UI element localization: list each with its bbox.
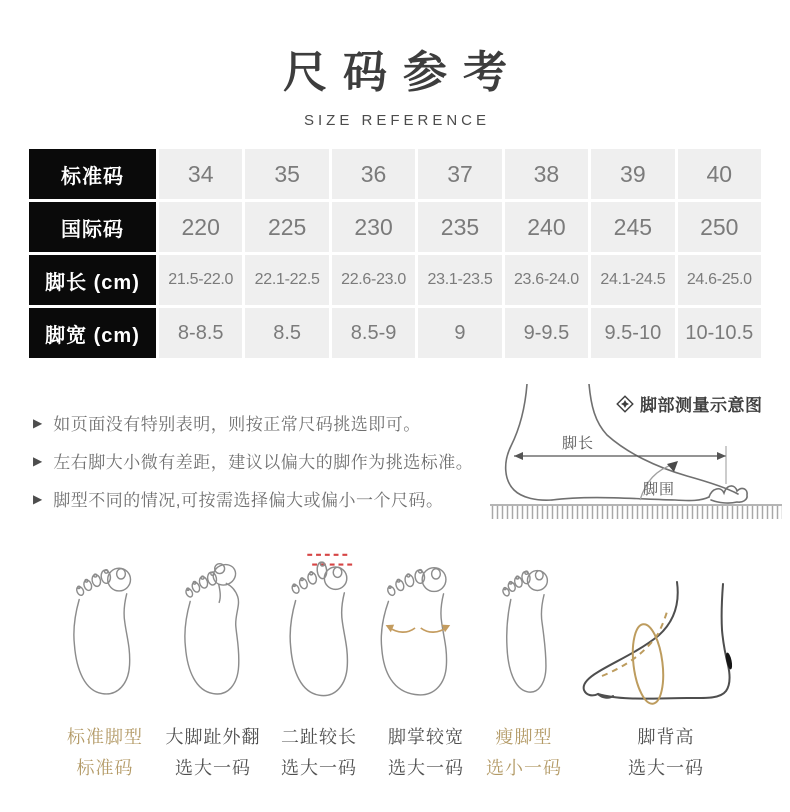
table-cell: 22.1-22.5 [245,255,328,305]
table-cell: 34 [159,149,242,199]
foot-standard-figure [64,552,140,704]
foot-type-advice: 标准码 [76,758,134,778]
row-header: 标准码 [29,149,156,199]
row-header: 脚长 (cm) [29,255,156,305]
note-item [33,410,473,435]
note-item [33,448,473,473]
table-cell: 8.5 [245,308,328,358]
foot-type-advice: 选大一码 [628,758,704,778]
foot-length-label: 脚长 [562,435,595,452]
foot-type-label-wide [388,722,464,784]
triangle-bullet-icon: ▶ [33,415,43,430]
foot-type-advice: 选大一码 [175,758,251,778]
table-cell: 39 [591,149,674,199]
table-cell: 8.5-9 [332,308,415,358]
table-cell: 36 [332,149,415,199]
table-cell: 9 [418,308,501,358]
note-text: 脚型不同的情况,可按需选择偏大或偏小一个尺码。 [53,491,444,510]
foot-bunion-figure [174,552,252,704]
table-cell: 22.6-23.0 [332,255,415,305]
page-title: 尺码参考 [283,48,523,97]
foot-type-label-thin [486,722,562,784]
table-cell: 9.5-10 [591,308,674,358]
table-cell: 230 [332,202,415,252]
foot-type-name: 瘦脚型 [495,727,553,747]
foot-girth-label: 脚围 [643,481,676,498]
table-cell: 35 [245,149,328,199]
foot-type-label-high-instep [628,722,704,784]
table-cell: 220 [159,202,242,252]
table-cell: 240 [505,202,588,252]
table-cell: 9-9.5 [505,308,588,358]
girth-ellipse [629,623,668,706]
foot-type-label-bunion [166,722,261,784]
foot-type-label-standard [67,722,143,784]
note-text: 左右脚大小微有差距，建议以偏大的脚作为挑选标准。 [53,453,474,472]
foot-type-advice: 选大一码 [388,758,464,778]
foot-type-advice: 选小一码 [486,758,562,778]
table-cell: 40 [678,149,761,199]
table-cell: 245 [591,202,674,252]
foot-type-label-long-second-toe [281,722,357,784]
table-cell: 23.1-23.5 [418,255,501,305]
foot-type-name: 标准脚型 [67,727,143,747]
table-cell: 225 [245,202,328,252]
table-cell: 37 [418,149,501,199]
width-arrows [386,625,451,633]
foot-type-name: 脚掌较宽 [388,727,464,747]
note-item [33,486,473,511]
measure-diagram-title: 脚部测量示意图 [640,396,763,415]
foot-high-instep-figure [572,560,772,710]
page-subtitle: SIZE REFERENCE [303,112,491,129]
foot-wide-figure [374,552,458,704]
foot-thin-figure [494,552,558,704]
row-header: 脚宽 (cm) [29,308,156,358]
page-header [0,36,790,129]
table-cell: 10-10.5 [678,308,761,358]
foot-type-name: 大脚趾外翻 [165,727,261,747]
table-cell: 250 [678,202,761,252]
table-cell: 235 [418,202,501,252]
fit-notes [33,410,473,524]
size-table [29,149,761,358]
table-cell: 23.6-24.0 [505,255,588,305]
table-cell: 24.6-25.0 [678,255,761,305]
foot-type-name: 脚背高 [637,727,695,747]
table-cell: 24.1-24.5 [591,255,674,305]
note-text: 如页面没有特别表明，则按正常尺码挑选即可。 [53,415,421,434]
foot-long-second-toe-figure [280,546,358,704]
foot-type-advice: 选大一码 [281,758,357,778]
triangle-bullet-icon: ▶ [33,453,43,468]
table-cell: 21.5-22.0 [159,255,242,305]
foot-measurement-diagram [490,384,782,526]
triangle-bullet-icon: ▶ [33,491,43,506]
table-cell: 38 [505,149,588,199]
row-header: 国际码 [29,202,156,252]
table-cell: 8-8.5 [159,308,242,358]
foot-type-name: 二趾较长 [281,727,357,747]
